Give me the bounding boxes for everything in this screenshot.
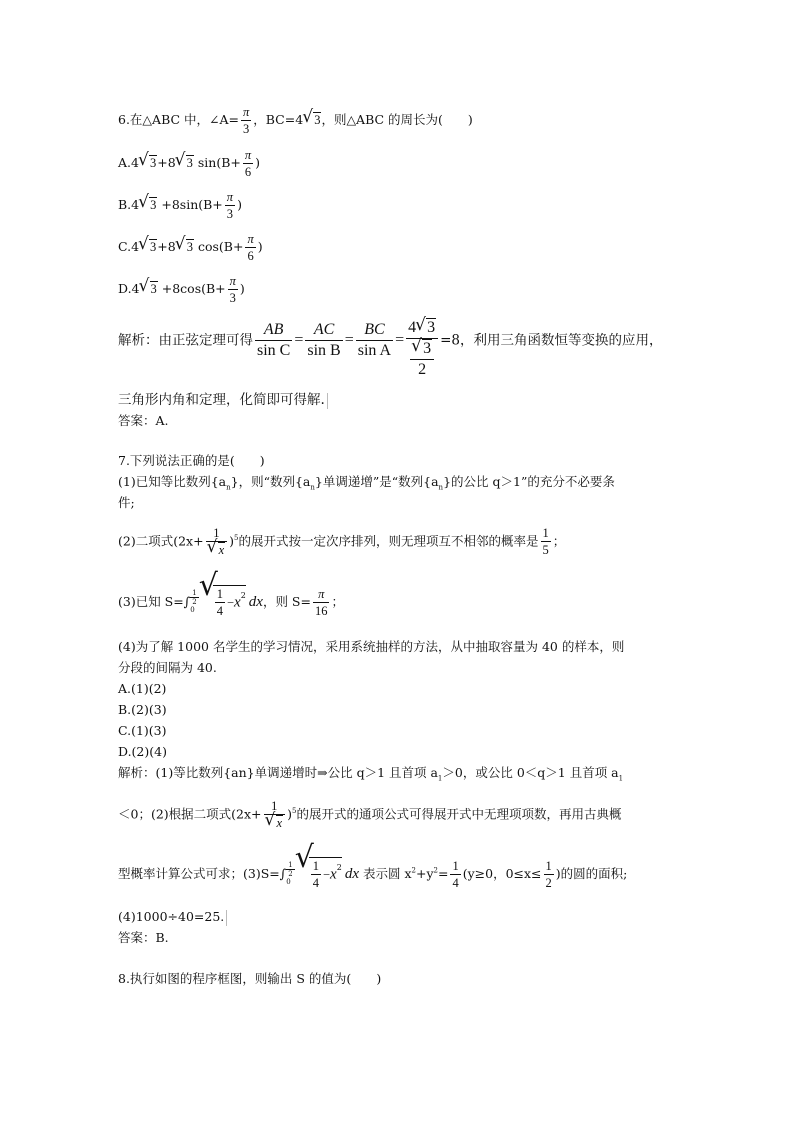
superscript: 5 [291,806,297,815]
sol-text: )的圆的面积; [555,866,628,881]
opt-text: C.4 [118,239,140,254]
q6-stem-text-b: ，BC=4 [253,112,304,127]
s-text: ，则 S= [262,594,311,609]
x-var: x [330,866,337,883]
q7-statement-2: (2)二项式(2x+ 1 √ x )$^5$的展开式按一定次序排列，则无理项互不相邻的概率是 $\frac{1}{5}$ ； [118,525,565,558]
answer-text: 答案：A. [118,413,169,428]
sqrt-3 [176,238,194,256]
subscript: n [310,483,315,492]
pi-over-3-fraction [241,104,251,137]
frac-den: 2 [410,359,434,380]
equals: = [395,331,405,349]
frac-den: sin C [257,342,291,359]
sol-text: +y [415,866,434,881]
sqrt-radicand: 3 [423,340,432,357]
frac-num: AC [313,321,335,338]
num-coef: 4 [408,319,417,336]
frac-den: 4 [452,875,459,890]
sqrt-3 [416,318,436,338]
q7-solution-4 [118,908,227,926]
opt-text: +8sin(B+ [161,197,223,212]
sol-text: 表示圆 x [362,866,412,881]
one-quarter [450,858,460,891]
sqrt-radicand: √ $\frac{1}{4}$ $-x^2$ [213,585,246,619]
frac-den: 4 [216,604,223,618]
sqrt-radicand: 3 [150,282,157,296]
sqrt-x [266,815,284,831]
s-text: 分段的间隔为 40. [118,660,217,675]
q6-stem-text-c: ，则△ABC 的周长为( ) [321,112,473,127]
ab-over-sinc [255,320,292,361]
sqrt-3 [139,238,157,256]
frac-num: π [226,190,234,204]
opt-text: ) [237,197,242,212]
opt-text: D.4 [118,281,140,296]
frac-den [406,338,438,380]
q6-answer [118,412,169,430]
integral-limits [286,861,294,887]
one-half [544,858,554,891]
sol-text: ＜0；(2)根据二项式(2x+ [118,806,262,822]
opt-text: C.(1)(3) [118,723,167,738]
q6-option-c [118,231,263,264]
frac-num: 1 [545,858,552,873]
frac-num: π [244,148,252,162]
q8-stem [118,970,381,988]
ac-over-sinb [305,320,342,361]
sqrt-quarter-minus-x2 [201,585,246,619]
sqrt-3 [303,111,321,129]
sol-text: (y≥0，0≤x≤ [462,866,542,881]
s-text: }，则“数列{a [230,474,311,489]
integral-limits [190,589,198,615]
q6-stem [118,104,473,137]
superscript: 5 [234,533,239,542]
sol-text: 型概率计算公式可求；(3)S=∫ [118,866,287,881]
frac-num: BC [364,321,385,338]
subscript: 1 [437,774,443,783]
opt-text: B.4 [118,197,140,212]
s-text: }的公比 q＞1”的充分不必要条 [443,474,615,489]
s-text: 的展开式按一定次序排列，则无理项互不相邻的概率是 [238,533,539,549]
q7-stem [118,452,265,470]
sqrt-radicand: 3 [186,240,193,254]
frac-den [264,814,286,831]
frac-num: 1 [192,589,197,597]
bc-over-sina [356,320,393,361]
sol-text: 的展开式的通项公式可得展开式中无理项项数，再用古典概 [296,806,622,822]
frac-den: 16 [314,603,328,618]
frac-den: 6 [245,247,255,264]
sqrt-radicand: x [218,543,225,557]
frac-den: sin A [357,342,392,359]
sqrt-radicand: 3 [314,113,321,127]
q7-option-d [118,743,167,761]
upper-limit [190,589,198,606]
frac-num [410,339,434,359]
frac-den: 4 [312,876,319,890]
frac-num: AB [263,321,284,338]
sqrt-x [208,542,226,558]
frac-den: 3 [228,289,238,306]
q7-option-c [118,722,167,740]
frac-den: 2 [545,875,552,890]
q7-statement-1-cont [118,494,135,512]
sqrt-radicand: √ $\frac{1}{4}$ $-x^2$ [309,857,342,891]
s-text: (4)为了解 1000 名学生的学习情况，采用系统抽样的方法，从中抽取容量为 40 的样本，则 [118,639,625,654]
pi-over-3-fraction [228,273,238,306]
frac-num: √ 1 [312,859,319,873]
sqrt-radicand: 3 [427,319,436,336]
equals: = [344,331,354,349]
frac-num: 1 [288,861,293,869]
subscript: n [226,483,231,492]
q7-solution-2: ＜0；(2)根据二项式(2x+ 1 √ x )$^5$的展开式的通项公式可得展开式中无理项项数，再用古典概 [118,798,621,831]
sqrt-radicand: 3 [150,240,157,254]
sol-text: = [437,866,449,881]
frac-den: 5 [542,543,549,557]
opt-text: ) [257,239,263,254]
frac-den: 6 [243,163,253,180]
frac-num: 1 [452,858,459,873]
opt-text: +8 [157,155,176,170]
sqrt-radicand: x [276,816,283,830]
sol-text: 解析：(1)等比数列{an}单调递增时⇒公比 q＞1 且首项 a [118,765,438,780]
s-text: (1)已知等比数列{a [118,474,227,489]
frac-num: √ 1 [216,587,223,601]
q6-option-b [118,189,242,222]
sqrt-3 [139,154,157,172]
q7-stem-text: 7.下列说法正确的是( ) [118,453,265,468]
frac-den: 2 [192,598,197,606]
q6-option-d [118,273,245,306]
opt-text: A.(1)(2) [118,681,167,696]
sol-text: 解析：由正弦定理可得 [118,332,253,349]
sqrt-3 [176,154,194,172]
q7-option-b [118,701,167,719]
q7-answer [118,929,169,947]
frac-num: π [318,586,325,601]
s-text: (3)已知 S=∫ [118,594,191,609]
opt-text: +8cos(B+ [161,281,226,296]
root3-over-2 [410,339,434,380]
s-text: (2)二项式(2x+ [118,533,204,549]
opt-text: A.4 [118,155,139,170]
frac-num [406,318,438,338]
q6-option-a [118,147,260,180]
sqrt-3 [412,339,432,359]
q7-statement-1 [118,473,615,497]
s-text: }单调递增”是“数列{a [314,474,439,489]
one-quarter [311,858,321,891]
sol-text: =8，利用三角函数恒等变换的应用， [440,332,663,349]
upper-limit [286,861,294,878]
pi-over-16 [313,586,330,619]
opt-text: ) [239,281,245,296]
sqrt-radicand: 3 [186,156,193,170]
frac-num: 1 [213,526,220,540]
sqrt-quarter-minus-x2 [297,857,342,891]
answer-text: 答案：B. [118,930,169,945]
sqrt-radicand: 3 [150,198,157,212]
frac-num: 1 [271,799,278,813]
equals: = [294,331,304,349]
q7-statement-3 [118,585,344,619]
q6-solution-cont [118,391,328,409]
opt-text: D.(2)(4) [118,744,167,759]
q6-solution [118,320,663,380]
text-cursor [327,393,328,409]
one-fifth [541,525,551,558]
pi-over-6-fraction [245,231,255,264]
four-root3-over-root3-half [406,318,438,380]
one-quarter [215,586,225,619]
text-cursor [226,910,227,926]
frac-num: π [243,105,250,119]
sol-text: ＞0，或公比 0＜q＞1 且首项 a [442,765,619,780]
q7-statement-4-cont [118,659,217,677]
dx: dx [248,594,263,610]
frac-den: 3 [241,120,251,137]
frac-den: sin B [307,342,341,359]
opt-text: +8 [157,239,176,254]
subscript: n [438,483,444,492]
q7-statement-4 [118,638,624,656]
lower-limit: 0 [190,606,195,614]
sqrt-3 [139,196,157,214]
opt-text: B.(2)(3) [118,702,167,717]
pi-over-6-fraction [243,147,253,180]
q7-solution-1 [118,764,623,788]
q8-stem-text: 8.执行如图的程序框图，则输出 S 的值为( ) [118,971,382,986]
x-var: x [234,594,241,611]
one-over-root-x [206,525,228,558]
sqrt-3 [140,280,158,298]
lower-limit: 0 [286,878,291,886]
minus: − [226,595,235,610]
frac-den [206,541,228,558]
minus: − [322,867,331,882]
subscript: 1 [618,774,624,783]
opt-text: sin(B+ [197,155,241,170]
frac-den: 3 [225,205,235,222]
frac-num: π [229,274,236,288]
sol-text: (4)1000÷40=25. [118,909,225,924]
opt-text: ) [255,155,261,170]
s-text: 件; [118,495,135,510]
frac-den: 2 [288,870,293,878]
dx: dx [344,866,359,882]
q7-option-a [118,680,166,698]
frac-num: π [247,232,254,246]
opt-text: cos(B+ [197,239,244,254]
s-text: ； [552,533,566,549]
s-text: ； [331,594,344,609]
sqrt-radicand: 3 [149,156,157,170]
pi-over-3-fraction [225,189,235,222]
q6-stem-text-a: 6.在△ABC 中，∠A= [118,112,239,127]
sol-text: 三角形内角和定理，化简即可得解. [118,392,325,408]
q7-solution-3: 型概率计算公式可求；(3)S=∫ $\frac{1}{2}$ 0 √ $\frac{1}{4}$ $-x^2$ dx 表示圆 $x^2+y^2=$ $\frac{1}{4}$ (y≥0，0≤x≤ $\frac{1}{2}$ )的圆的面积; [118,857,627,891]
one-over-root-x [264,798,286,831]
frac-num: 1 [542,526,549,540]
